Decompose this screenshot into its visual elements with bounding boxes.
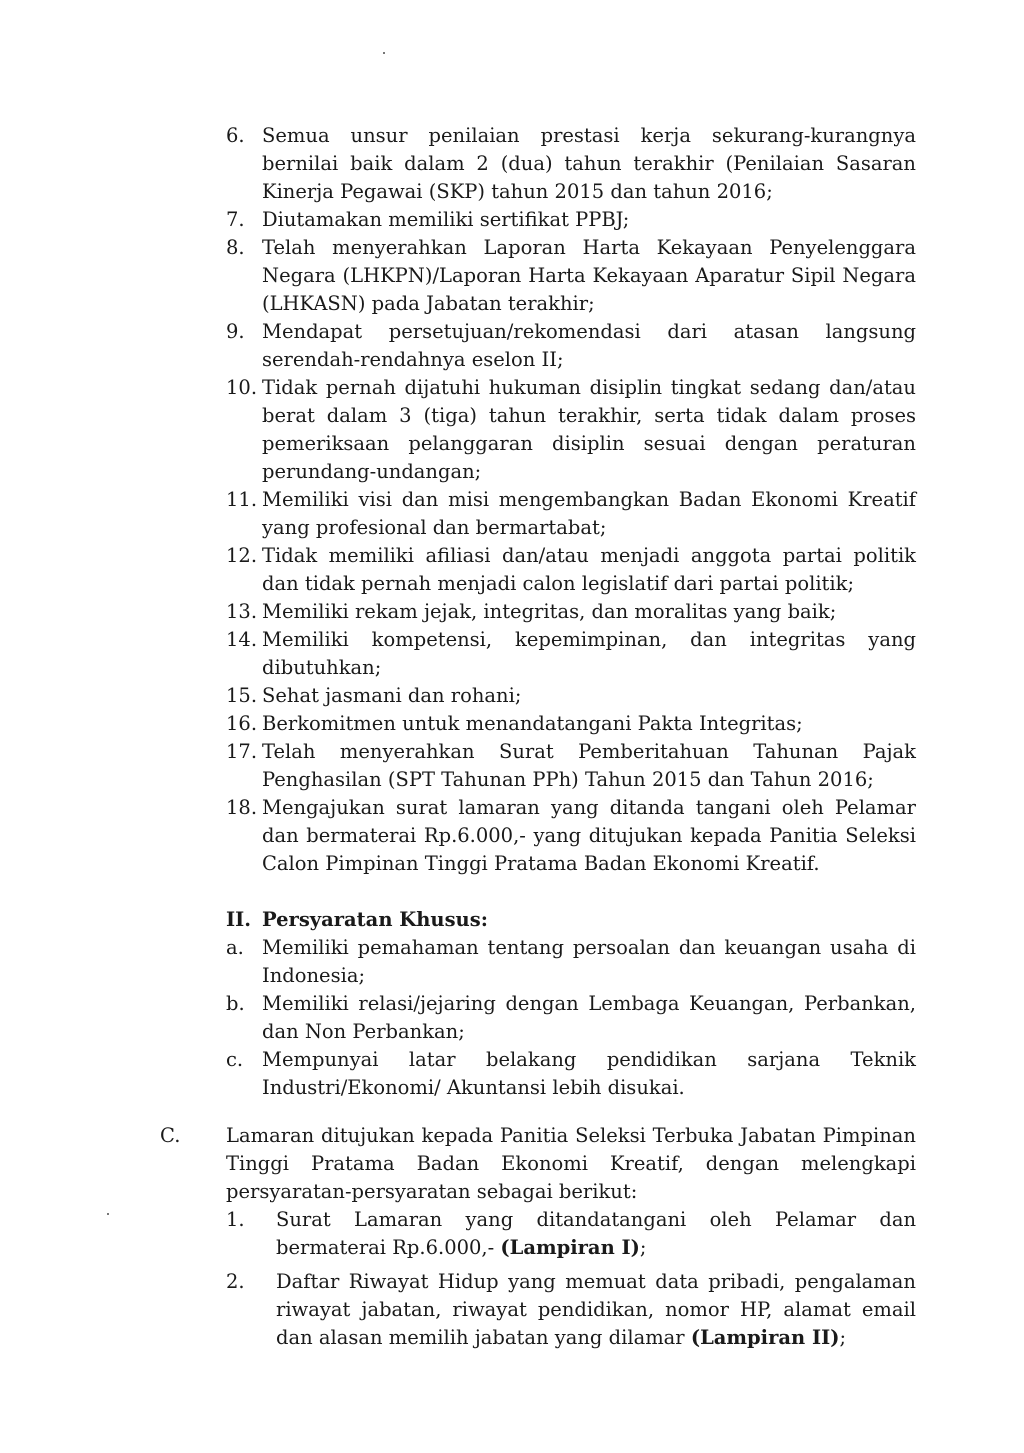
item-number: 11.: [226, 488, 258, 511]
item-text: [276, 1206, 916, 1262]
list-item: [226, 682, 916, 710]
item-number: 6.: [226, 124, 245, 147]
item-text: [276, 1268, 916, 1352]
list-item: [226, 374, 916, 486]
attachment-ref: (Lampiran II): [690, 1326, 840, 1349]
list-item: [226, 1046, 916, 1102]
list-item: [226, 934, 916, 990]
application-documents-list: [226, 1206, 916, 1352]
item-text: Memiliki pemahaman tentang persoalan dan keuangan usaha di Indonesia;: [262, 936, 916, 987]
item-letter: a.: [226, 936, 244, 959]
attachment-ref: (Lampiran I): [500, 1236, 640, 1259]
item-number: 7.: [226, 208, 245, 231]
item-number: 18.: [226, 796, 258, 819]
general-requirements-list: [226, 122, 916, 878]
list-item: [226, 710, 916, 738]
section-heading: [226, 906, 488, 934]
scan-speck: [383, 52, 385, 54]
item-tail: ;: [839, 1326, 847, 1349]
item-number: 16.: [226, 712, 258, 735]
item-number: 15.: [226, 684, 258, 707]
list-item: [226, 1268, 916, 1352]
list-item: [226, 626, 916, 682]
item-number: 8.: [226, 236, 245, 259]
item-number: 1.: [226, 1208, 245, 1231]
item-body: Surat Lamaran yang ditandatangani oleh Pelamar dan bermaterai Rp.6.000,-: [276, 1208, 916, 1259]
item-letter: b.: [226, 992, 245, 1015]
item-text: Telah menyerahkan Laporan Harta Kekayaan Penyelenggara Negara (LHKPN)/Laporan Harta Kekayaan Aparatur Sipil Negara (LHKASN) pada Jabatan terakhir;: [262, 236, 916, 315]
item-text: Mendapat persetujuan/rekomendasi dari atasan langsung serendah-rendahnya eselon II;: [262, 320, 916, 371]
heading-title: Persyaratan Khusus:: [262, 908, 488, 931]
list-item: [226, 234, 916, 318]
item-number: 12.: [226, 544, 258, 567]
list-item: [226, 598, 916, 626]
item-text: Memiliki rekam jejak, integritas, dan moralitas yang baik;: [262, 600, 837, 623]
item-number: 13.: [226, 600, 258, 623]
item-text: Telah menyerahkan Surat Pemberitahuan Tahunan Pajak Penghasilan (SPT Tahunan PPh) Tahun 2015 dan Tahun 2016;: [262, 740, 916, 791]
section-letter: C.: [160, 1124, 181, 1147]
item-text: Berkomitmen untuk menandatangani Pakta Integritas;: [262, 712, 803, 735]
item-number: 2.: [226, 1270, 245, 1293]
item-text: Memiliki visi dan misi mengembangkan Badan Ekonomi Kreatif yang profesional dan bermartabat;: [262, 488, 916, 539]
item-number: 10.: [226, 376, 258, 399]
item-text: Tidak memiliki afiliasi dan/atau menjadi anggota partai politik dan tidak pernah menjadi calon legislatif dari partai politik;: [262, 544, 916, 595]
list-item: [226, 122, 916, 206]
list-item: [226, 542, 916, 598]
item-text: Sehat jasmani dan rohani;: [262, 684, 522, 707]
item-text: Semua unsur penilaian prestasi kerja sekurang-kurangnya bernilai baik dalam 2 (dua) tahun terakhir (Penilaian Sasaran Kinerja Pegawai (SKP) tahun 2015 dan tahun 2016;: [262, 124, 916, 203]
list-item: [226, 318, 916, 374]
item-text: Memiliki relasi/jejaring dengan Lembaga Keuangan, Perbankan, dan Non Perbankan;: [262, 992, 916, 1043]
special-requirements-list: [226, 934, 916, 1102]
item-text: Mengajukan surat lamaran yang ditanda tangani oleh Pelamar dan bermaterai Rp.6.000,- yang ditujukan kepada Panitia Seleksi Calon Pimpinan Tinggi Pratama Badan Ekonomi Kreatif.: [262, 796, 916, 875]
scan-speck: [107, 1213, 109, 1215]
section-c: [160, 1122, 916, 1358]
list-item: [226, 990, 916, 1046]
section-c-intro: [160, 1122, 916, 1206]
list-item: [226, 794, 916, 878]
item-text: Memiliki kompetensi, kepemimpinan, dan integritas yang dibutuhkan;: [262, 628, 916, 679]
item-number: 9.: [226, 320, 245, 343]
list-item: [226, 486, 916, 542]
list-item: [226, 738, 916, 794]
item-body: Daftar Riwayat Hidup yang memuat data pribadi, pengalaman riwayat jabatan, riwayat pendidikan, nomor HP, alamat email dan alasan memilih jabatan yang dilamar: [276, 1270, 916, 1349]
item-letter: c.: [226, 1048, 244, 1071]
list-item: [226, 1206, 916, 1262]
item-tail: ;: [639, 1236, 647, 1259]
list-item: [226, 206, 916, 234]
item-text: Tidak pernah dijatuhi hukuman disiplin tingkat sedang dan/atau berat dalam 3 (tiga) tahun terakhir, serta tidak dalam proses pemeriksaan pelanggaran disiplin sesuai dengan peraturan perundang-undangan;: [262, 376, 916, 483]
heading-number: II.: [226, 908, 252, 931]
item-text: Mempunyai latar belakang pendidikan sarjana Teknik Industri/Ekonomi/ Akuntansi lebih disukai.: [262, 1048, 916, 1099]
item-text: Diutamakan memiliki sertifikat PPBJ;: [262, 208, 630, 231]
section-text: Lamaran ditujukan kepada Panitia Seleksi Terbuka Jabatan Pimpinan Tinggi Pratama Badan Ekonomi Kreatif, dengan melengkapi persyaratan-persyaratan sebagai berikut:: [226, 1124, 916, 1203]
item-number: 14.: [226, 628, 258, 651]
item-number: 17.: [226, 740, 258, 763]
